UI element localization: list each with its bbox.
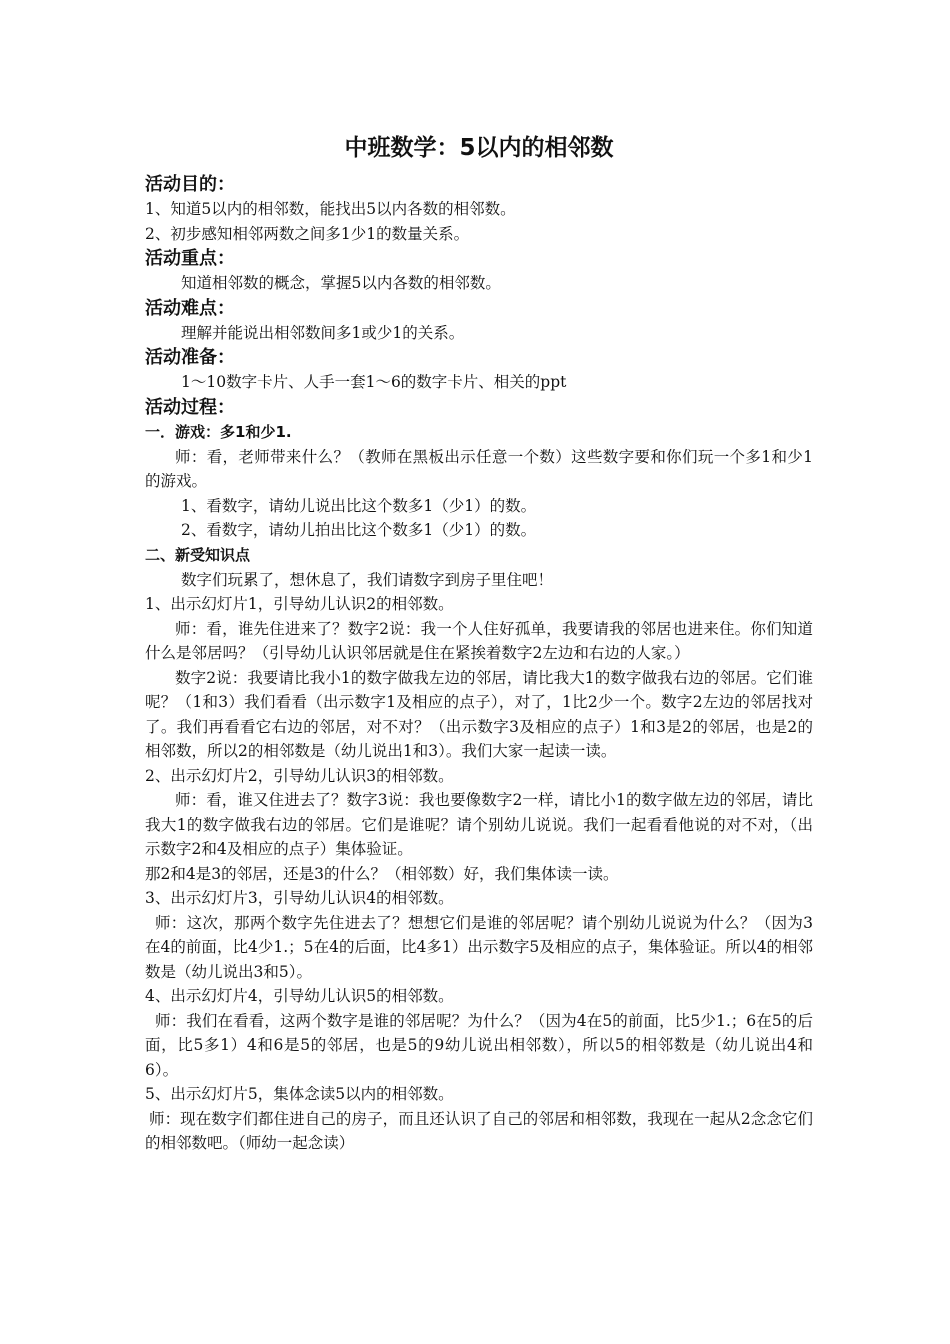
goal-heading: 活动目的： bbox=[145, 174, 235, 195]
slide2-paragraph-2: 那2和4是3的邻居，还是3的什么？（相邻数）好，我们集体读一读。 bbox=[145, 864, 619, 883]
goal-item-2: 2、初步感知相邻两数之间多1少1的数量关系。 bbox=[145, 224, 470, 243]
step1-heading: 一．游戏：多1和少1. bbox=[145, 422, 292, 441]
key-heading: 活动重点： bbox=[145, 248, 235, 269]
step1-item-1: 1、看数字，请幼儿说出比这个数多1（少1）的数。 bbox=[181, 496, 537, 515]
goal-item-1: 1、知道5以内的相邻数，能找出5以内各数的相邻数。 bbox=[145, 200, 516, 218]
difficulty-heading: 活动难点： bbox=[145, 297, 235, 319]
slide5-title: 5、出示幻灯片5，集体念读5以内的相邻数。 bbox=[145, 1085, 454, 1103]
step2-intro: 数字们玩累了，想休息了，我们请数字到房子里住吧！ bbox=[181, 570, 554, 589]
slide1-paragraph-1: 师：看，谁先住进来了？数字2说：我一个人住好孤单，我要请我的邻居也进来住。你们知道什么是邻居吗？（引导幼儿认识邻居就是住在紧挨着数字2左边和右边的人家。） bbox=[145, 619, 813, 662]
document-title: 中班数学：5以内的相邻数 bbox=[344, 135, 614, 161]
key-text: 知道相邻数的概念，掌握5以内各数的相邻数。 bbox=[181, 274, 501, 292]
slide3-paragraph: 师：这次，那两个数字先住进去了？想想它们是谁的邻居呢？请个别幼儿说说为什么？（因为3在4的前面，比4少1.；5在4的后面，比4多1）出示数字5及相应的点子，集体验证。所以4的相邻数是（幼儿说出3和5）。 bbox=[145, 913, 813, 981]
slide4-title: 4、出示幻灯片4，引导幼儿认识5的相邻数。 bbox=[145, 987, 454, 1005]
prep-heading: 活动准备： bbox=[145, 347, 235, 368]
slide3-title: 3、出示幻灯片3，引导幼儿认识4的相邻数。 bbox=[145, 889, 454, 907]
process-heading: 活动过程： bbox=[145, 396, 235, 418]
slide1-paragraph-2: 数字2说：我要请比我小1的数字做我左边的邻居，请比我大1的数字做我右边的邻居。它们谁呢？（1和3）我们看看（出示数字1及相应的点子），对了，1比2少一个。数字2左边的邻居找对了。我们再看看它右边的邻居，对不对？（出示数字3及相应的点子）1和3是2的邻居，也是2的相邻数，所以2的相邻数是（幼儿说出1和3）。我们大家一起读一读。 bbox=[145, 668, 813, 760]
slide2-paragraph-1: 师：看，谁又住进去了？数字3说：我也要像数字2一样，请比小1的数字做左边的邻居，请比我大1的数字做我右边的邻居。它们是谁呢？请个别幼儿说说。我们一起看看他说的对不对，（出示数字2和4及相应的点子）集体验证。 bbox=[145, 791, 813, 858]
difficulty-text: 理解并能说出相邻数间多1或少1的关系。 bbox=[181, 323, 465, 342]
slide4-paragraph: 师：我们在看看，这两个数字是谁的邻居呢？为什么？（因为4在5的前面，比5少1.；6在5的后面，比5多1）4和6是5的邻居，也是5的9幼儿说出相邻数），所以5的相邻数是（幼儿说出4和6）。 bbox=[145, 1011, 813, 1079]
step2-heading: 二、新受知识点 bbox=[145, 545, 251, 564]
slide2-title: 2、出示幻灯片2，引导幼儿认识3的相邻数。 bbox=[145, 766, 454, 785]
step1-paragraph: 师：看，老师带来什么？（教师在黑板出示任意一个数）这些数字要和你们玩一个多1和少1的游戏。 bbox=[145, 447, 813, 490]
document-page bbox=[145, 128, 813, 1156]
slide5-paragraph: 师：现在数字们都住进自己的房子，而且还认识了自己的邻居和相邻数，我现在一起从2念念它们的相邻数吧。（师幼一起念读） bbox=[145, 1109, 813, 1152]
prep-text: 1～10数字卡片、人手一套1～6的数字卡片、相关的ppt bbox=[181, 373, 567, 391]
step1-item-2: 2、看数字，请幼儿拍出比这个数多1（少1）的数。 bbox=[181, 521, 537, 539]
slide1-title: 1、出示幻灯片1，引导幼儿认识2的相邻数。 bbox=[145, 595, 454, 613]
